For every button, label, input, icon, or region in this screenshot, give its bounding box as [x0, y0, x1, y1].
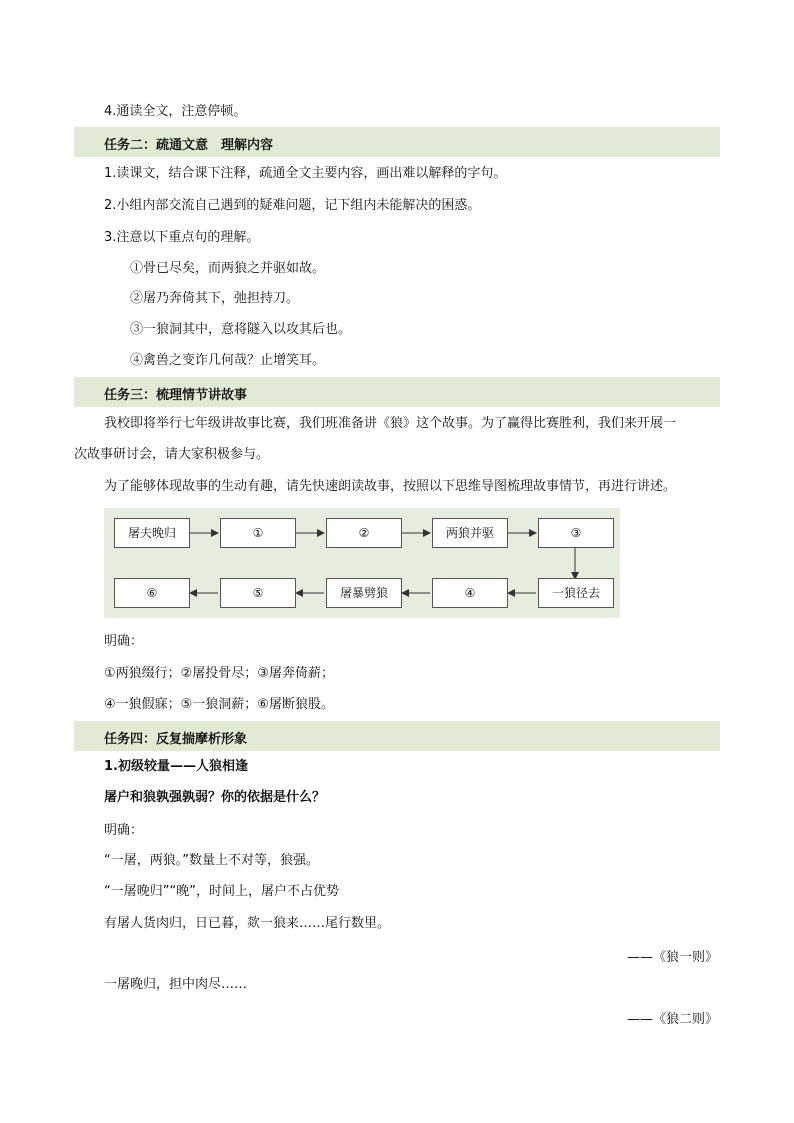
task-3-paragraph-1-line-2: 次故事研讨会，请大家积极参与。	[74, 447, 270, 462]
task-3-paragraph-1-line-1: 我校即将举行七年级讲故事比赛，我们班准备讲《狼》这个故事。为了赢得比赛胜利，我们来开展一	[104, 416, 677, 431]
quote-1-source: ——《狼一则》	[626, 950, 718, 965]
flow-node-3: ③	[538, 518, 614, 548]
flow-node-butcher-late-return: 屠夫晚归	[114, 518, 190, 548]
flow-node-2: ②	[326, 518, 402, 548]
plot-flowchart	[104, 508, 620, 618]
flow-node-butcher-kills-wolf: 屠暴劈狼	[326, 578, 402, 608]
flow-node-1: ①	[220, 518, 296, 548]
quote-2-source: ——《狼二则》	[626, 1012, 718, 1027]
task-3-answer-label: 明确：	[104, 634, 144, 649]
quote-2: 一屠晚归，担中肉尽……	[104, 977, 248, 992]
key-sentence-1: ①骨已尽矣，而两狼之并驱如故。	[130, 261, 326, 276]
task-2-item-3: 3.注意以下重点句的理解。	[104, 230, 260, 245]
task-4-answer-label: 明确：	[104, 823, 144, 838]
task-2-header	[74, 127, 720, 157]
flow-node-two-wolves: 两狼并驱	[432, 518, 508, 548]
key-sentence-4: ④禽兽之变诈几何哉？止增笑耳。	[130, 353, 326, 368]
task-3-paragraph-2: 为了能够体现故事的生动有趣，请先快速朗读故事，按照以下思维导图梳理故事情节，再进行讲述。	[104, 479, 677, 494]
task-2-item-2: 2.小组内部交流自己遇到的疑难问题，记下组内未能解决的困惑。	[104, 198, 481, 213]
key-sentence-3: ③一狼洞其中，意将隧入以攻其后也。	[130, 322, 352, 337]
task-3-header	[74, 377, 720, 407]
flow-node-5: ⑤	[220, 578, 296, 608]
step-4: 4.通读全文，注意停顿。	[104, 104, 247, 119]
key-sentence-2: ②屠乃奔倚其下，弛担持刀。	[130, 291, 300, 306]
task-4-subheading: 1.初级较量——人狼相逢	[104, 759, 248, 774]
flow-node-one-wolf-leaves: 一狼径去	[538, 578, 614, 608]
task-3-title: 任务三：梳理情节讲故事	[104, 388, 248, 403]
task-3-answer-line-2: ④一狼假寐；⑤一狼洞薪；⑥屠断狼股。	[104, 697, 334, 712]
task-2-title: 任务二：疏通文意 理解内容	[104, 138, 274, 153]
task-4-header	[74, 721, 720, 751]
task-4-title: 任务四：反复揣摩析形象	[104, 732, 248, 747]
flow-node-4: ④	[432, 578, 508, 608]
task-3-answer-line-1: ①两狼缀行；②屠投骨尽；③屠奔倚薪；	[104, 666, 334, 681]
task-4-question: 屠户和狼孰强孰弱？你的依据是什么？	[104, 790, 326, 805]
quote-1: 有屠人货肉归，日已暮，欻一狼来……尾行数里。	[104, 916, 391, 931]
flow-node-6: ⑥	[114, 578, 190, 608]
task-4-answer-line-1: “一屠，两狼。”数量上不对等，狼强。	[104, 853, 319, 868]
task-2-item-1: 1.读课文，结合课下注释，疏通全文主要内容，画出难以解释的字句。	[104, 166, 507, 181]
task-4-answer-line-2: “一屠晚归”“晚”，时间上，屠户不占优势	[104, 884, 339, 899]
